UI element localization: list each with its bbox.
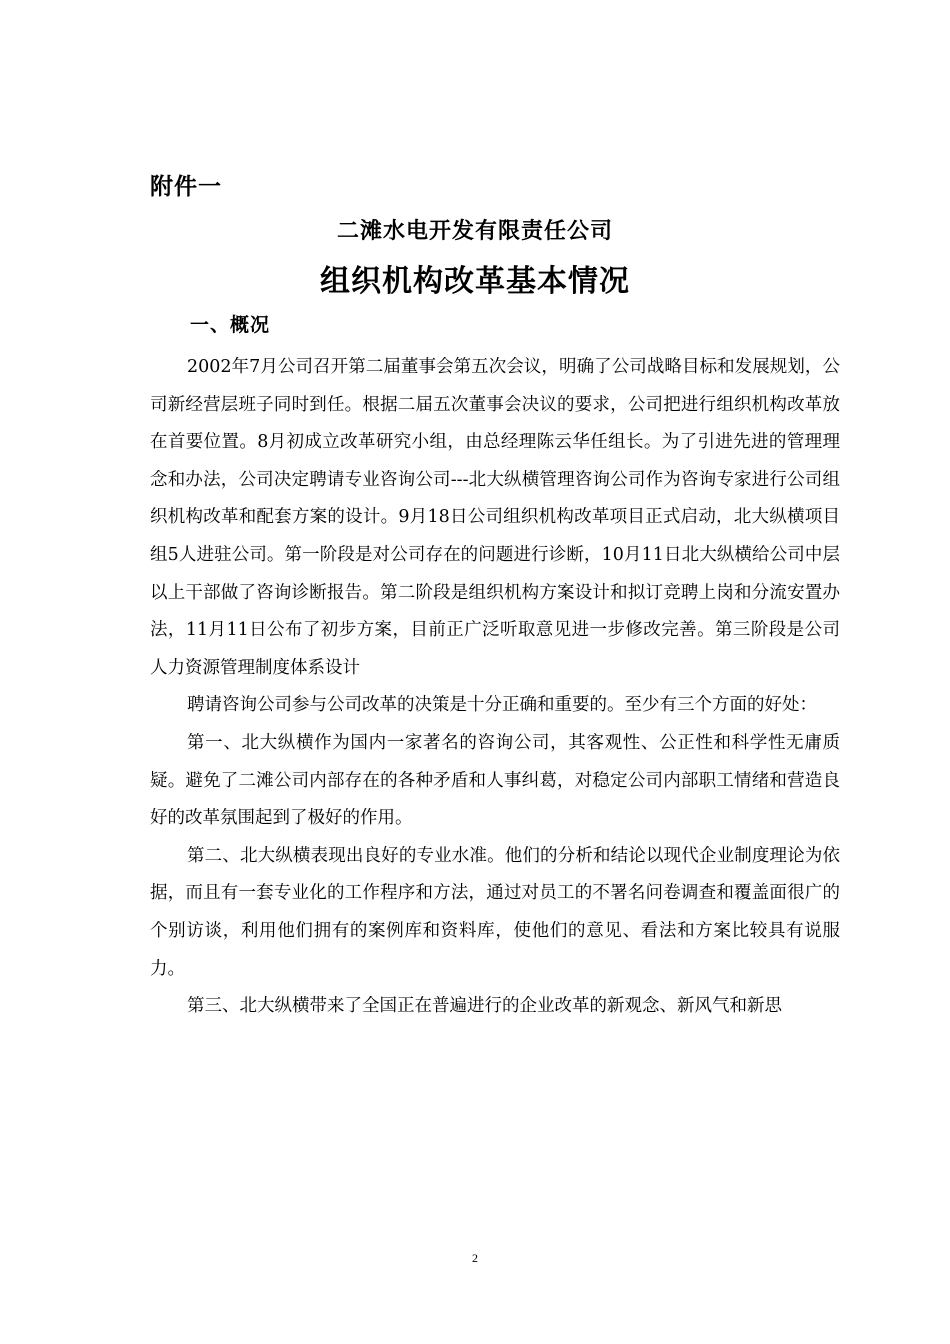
paragraph-consulting-decision: 聘请咨询公司参与公司改革的决策是十分正确和重要的。至少有三个方面的好处： [187, 695, 817, 716]
document-body [150, 349, 840, 1026]
document-title: 组织机构改革基本情况 [320, 264, 630, 299]
company-name: 二滩水电开发有限责任公司 [336, 219, 613, 244]
paragraph-second-benefit: 第二、北大纵横表现出良好的专业水准。他们的分析和结论以现代企业制度理论为依据，而且有一套专业化的工作程序和方法，通过对员工的不署名问卷调查和覆盖面很广的个别访谈，利用他们拥有的案例库和资料库，使他们的意见、看法和方案比较具有说服力。 [150, 845, 840, 979]
annex-label: 附件一 [150, 174, 222, 200]
section-heading: 一、概况 [190, 314, 271, 336]
page-number: 2 [472, 1251, 478, 1265]
paragraph-third-benefit: 第三、北大纵横带来了全国正在普遍进行的企业改革的新观念、新风气和新思 [187, 996, 782, 1017]
paragraph-overview: 2002年7月公司召开第二届董事会第五次会议，明确了公司战略目标和发展规划，公司新经营层班子同时到任。根据二届五次董事会决议的要求，公司把进行组织机构改革放在首要位置。8月初成立改革研究小组，由总经理陈云华任组长。为了引进先进的管理理念和办法，公司决定聘请专业咨询公司---北大纵横管理咨询公司作为咨询专家进行公司组织机构改革和配套方案的设计。9月18日公司组织机构改革项目正式启动，北大纵横项目组5人进驻公司。第一阶段是对公司存在的问题进行诊断，10月11日北大纵横给公司中层以上干部做了咨询诊断报告。第二阶段是组织机构方案设计和拟订竞聘上岗和分流安置办法，11月11日公布了初步方案，目前正广泛听取意见进一步修改完善。第三阶段是公司人力资源管理制度体系设计 [150, 357, 840, 678]
paragraph-first-benefit: 第一、北大纵横作为国内一家著名的咨询公司，其客观性、公正性和科学性无庸质疑。避免了二滩公司内部存在的各种矛盾和人事纠葛，对稳定公司内部职工情绪和营造良好的改革氛围起到了极好的作用。 [150, 732, 840, 829]
